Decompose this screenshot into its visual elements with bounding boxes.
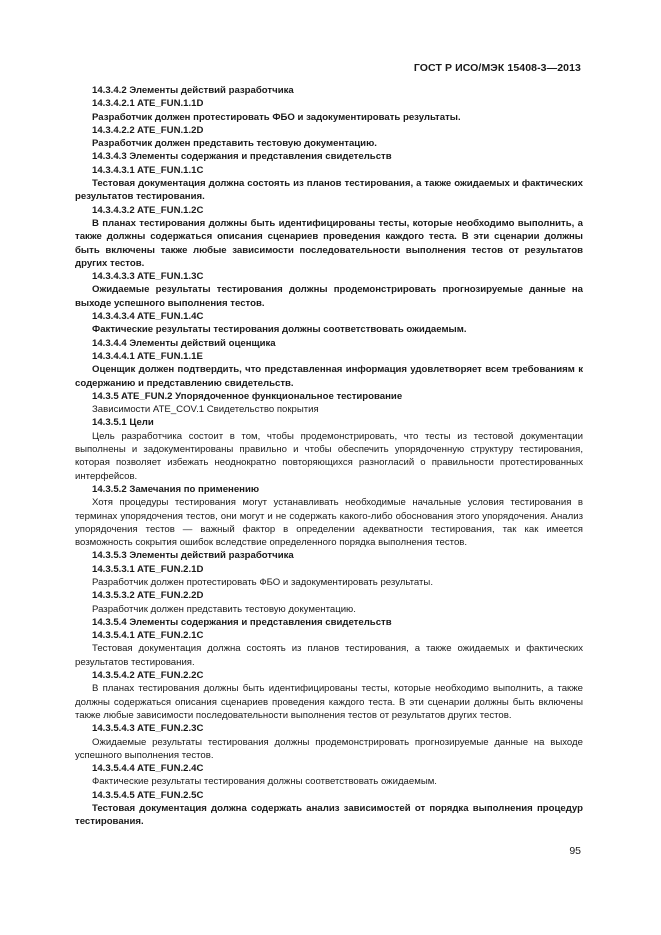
section-text-bold: Разработчик должен протестировать ФБО и задокументировать результаты.: [92, 111, 461, 123]
section-text-bold: 14.3.5.2 Замечания по применению: [92, 483, 260, 495]
section-text-bold: Тестовая документация должна содержать анализ зависимостей от порядка выполнения процедур тестирования.: [75, 803, 583, 828]
section-text-bold: 14.3.4.3.1 ATE_FUN.1.1C: [92, 164, 204, 176]
section-text: Тестовая документация должна состоять из планов тестирования, а также ожидаемых и фактических результатов тестирования.: [75, 643, 583, 668]
section-text-bold: Оценщик должен подтвердить, что представленная информация удовлетворяет всем требованиям к содержанию и представлению свидетельств.: [75, 364, 583, 389]
section-text-bold: Тестовая документация должна состоять из планов тестирования, а также ожидаемых и фактических результатов тестирования.: [75, 178, 583, 203]
section-text-bold: 14.3.4.3.3 ATE_FUN.1.3C: [92, 271, 204, 283]
section-text: Разработчик должен представить тестовую документацию.: [92, 603, 356, 615]
section-text-bold: 14.3.5.4.5 ATE_FUN.2.5C: [92, 789, 204, 801]
section-text-bold: 14.3.4.3.2 ATE_FUN.1.2C: [92, 204, 204, 216]
section-text: В планах тестирования должны быть идентифицированы тесты, которые необходимо выполнить, а также должны содержаться описания сценариев проведения каждого теста. В эти сценарии должны быть включены также любые зависимости последовательности выполнения тестов от результатов других тестов.: [75, 683, 583, 721]
section-text-bold: 14.3.5.3.2 ATE_FUN.2.2D: [92, 590, 204, 602]
section-text-bold: Фактические результаты тестирования должны соответствовать ожидаемым.: [92, 324, 467, 336]
section-text: Разработчик должен протестировать ФБО и задокументировать результаты.: [92, 576, 433, 588]
section-text-bold: 14.3.4.3 Элементы содержания и представления свидетельств: [92, 151, 392, 163]
section-text-bold: 14.3.5 ATE_FUN.2 Упорядоченное функциональное тестирование: [92, 390, 403, 402]
section-text: Зависимости ATE_COV.1 Свидетельство покрытия: [92, 404, 319, 416]
section-text: Ожидаемые результаты тестирования должны продемонстрировать прогнозируемые данные на выходе успешного выполнения тестов.: [75, 736, 583, 761]
section-text-bold: 14.3.4.2 Элементы действий разработчика: [92, 85, 294, 96]
section-text-bold: 14.3.5.4.1 ATE_FUN.2.1C: [92, 630, 204, 642]
document-body: [75, 84, 583, 829]
section-text-bold: 14.3.4.3.4 ATE_FUN.1.4C: [92, 311, 204, 323]
section-text-bold: 14.3.4.2.2 ATE_FUN.1.2D: [92, 124, 204, 136]
section-text-bold: 14.3.5.4.3 ATE_FUN.2.3C: [92, 723, 204, 735]
section-text-bold: 14.3.5.4.2 ATE_FUN.2.2C: [92, 670, 204, 682]
section-text-bold: 14.3.4.2.1 ATE_FUN.1.1D: [92, 98, 204, 110]
section-text-bold: 14.3.5.3.1 ATE_FUN.2.1D: [92, 563, 204, 575]
section-text-bold: 14.3.5.4 Элементы содержания и представления свидетельств: [92, 616, 392, 628]
page-number: 95: [569, 845, 581, 857]
document-header: ГОСТ Р ИСО/МЭК 15408-3—2013: [413, 62, 581, 74]
section-text-bold: 14.3.4.4.1 ATE_FUN.1.1E: [92, 350, 203, 362]
section-text-bold: 14.3.5.3 Элементы действий разработчика: [92, 550, 294, 562]
section-text: Фактические результаты тестирования должны соответствовать ожидаемым.: [92, 776, 437, 788]
section-text-bold: 14.3.5.4.4 ATE_FUN.2.4C: [92, 763, 204, 775]
section-text: Цель разработчика состоит в том, чтобы продемонстрировать, что тесты из тестовой документации выполнены и задокументированы правильно и чтобы обеспечить упорядоченную структуру тестирования, которая позволяет избежать неоднократно повторяющихся разногласий о правильности протестированных интерфейсов.: [75, 430, 583, 482]
section-text-bold: Разработчик должен представить тестовую документацию.: [92, 138, 377, 150]
section-text-bold: В планах тестирования должны быть идентифицированы тесты, которые необходимо выполнить, а также должны содержаться описания сценариев проведения каждого теста. В эти сценарии должны быть включены также любые зависимости последовательности выполнения тестов от результатов других тестов.: [75, 217, 583, 269]
section-text: Хотя процедуры тестирования могут устанавливать необходимые начальные условия тестирования в терминах упорядочения тестов, они могут и не содержать какого-либо обоснования этого упорядочения. Анализ упорядочения тестов — важный фактор в определении адекватности тестирования, так как имеется возможность сокрытия ошибок вследствие определенного порядка выполнения тестов.: [75, 497, 583, 549]
section-text-bold: 14.3.4.4 Элементы действий оценщика: [92, 337, 276, 349]
section-text-bold: Ожидаемые результаты тестирования должны продемонстрировать прогнозируемые данные на выходе успешного выполнения тестов.: [75, 284, 583, 309]
section-text-bold: 14.3.5.1 Цели: [92, 417, 154, 429]
